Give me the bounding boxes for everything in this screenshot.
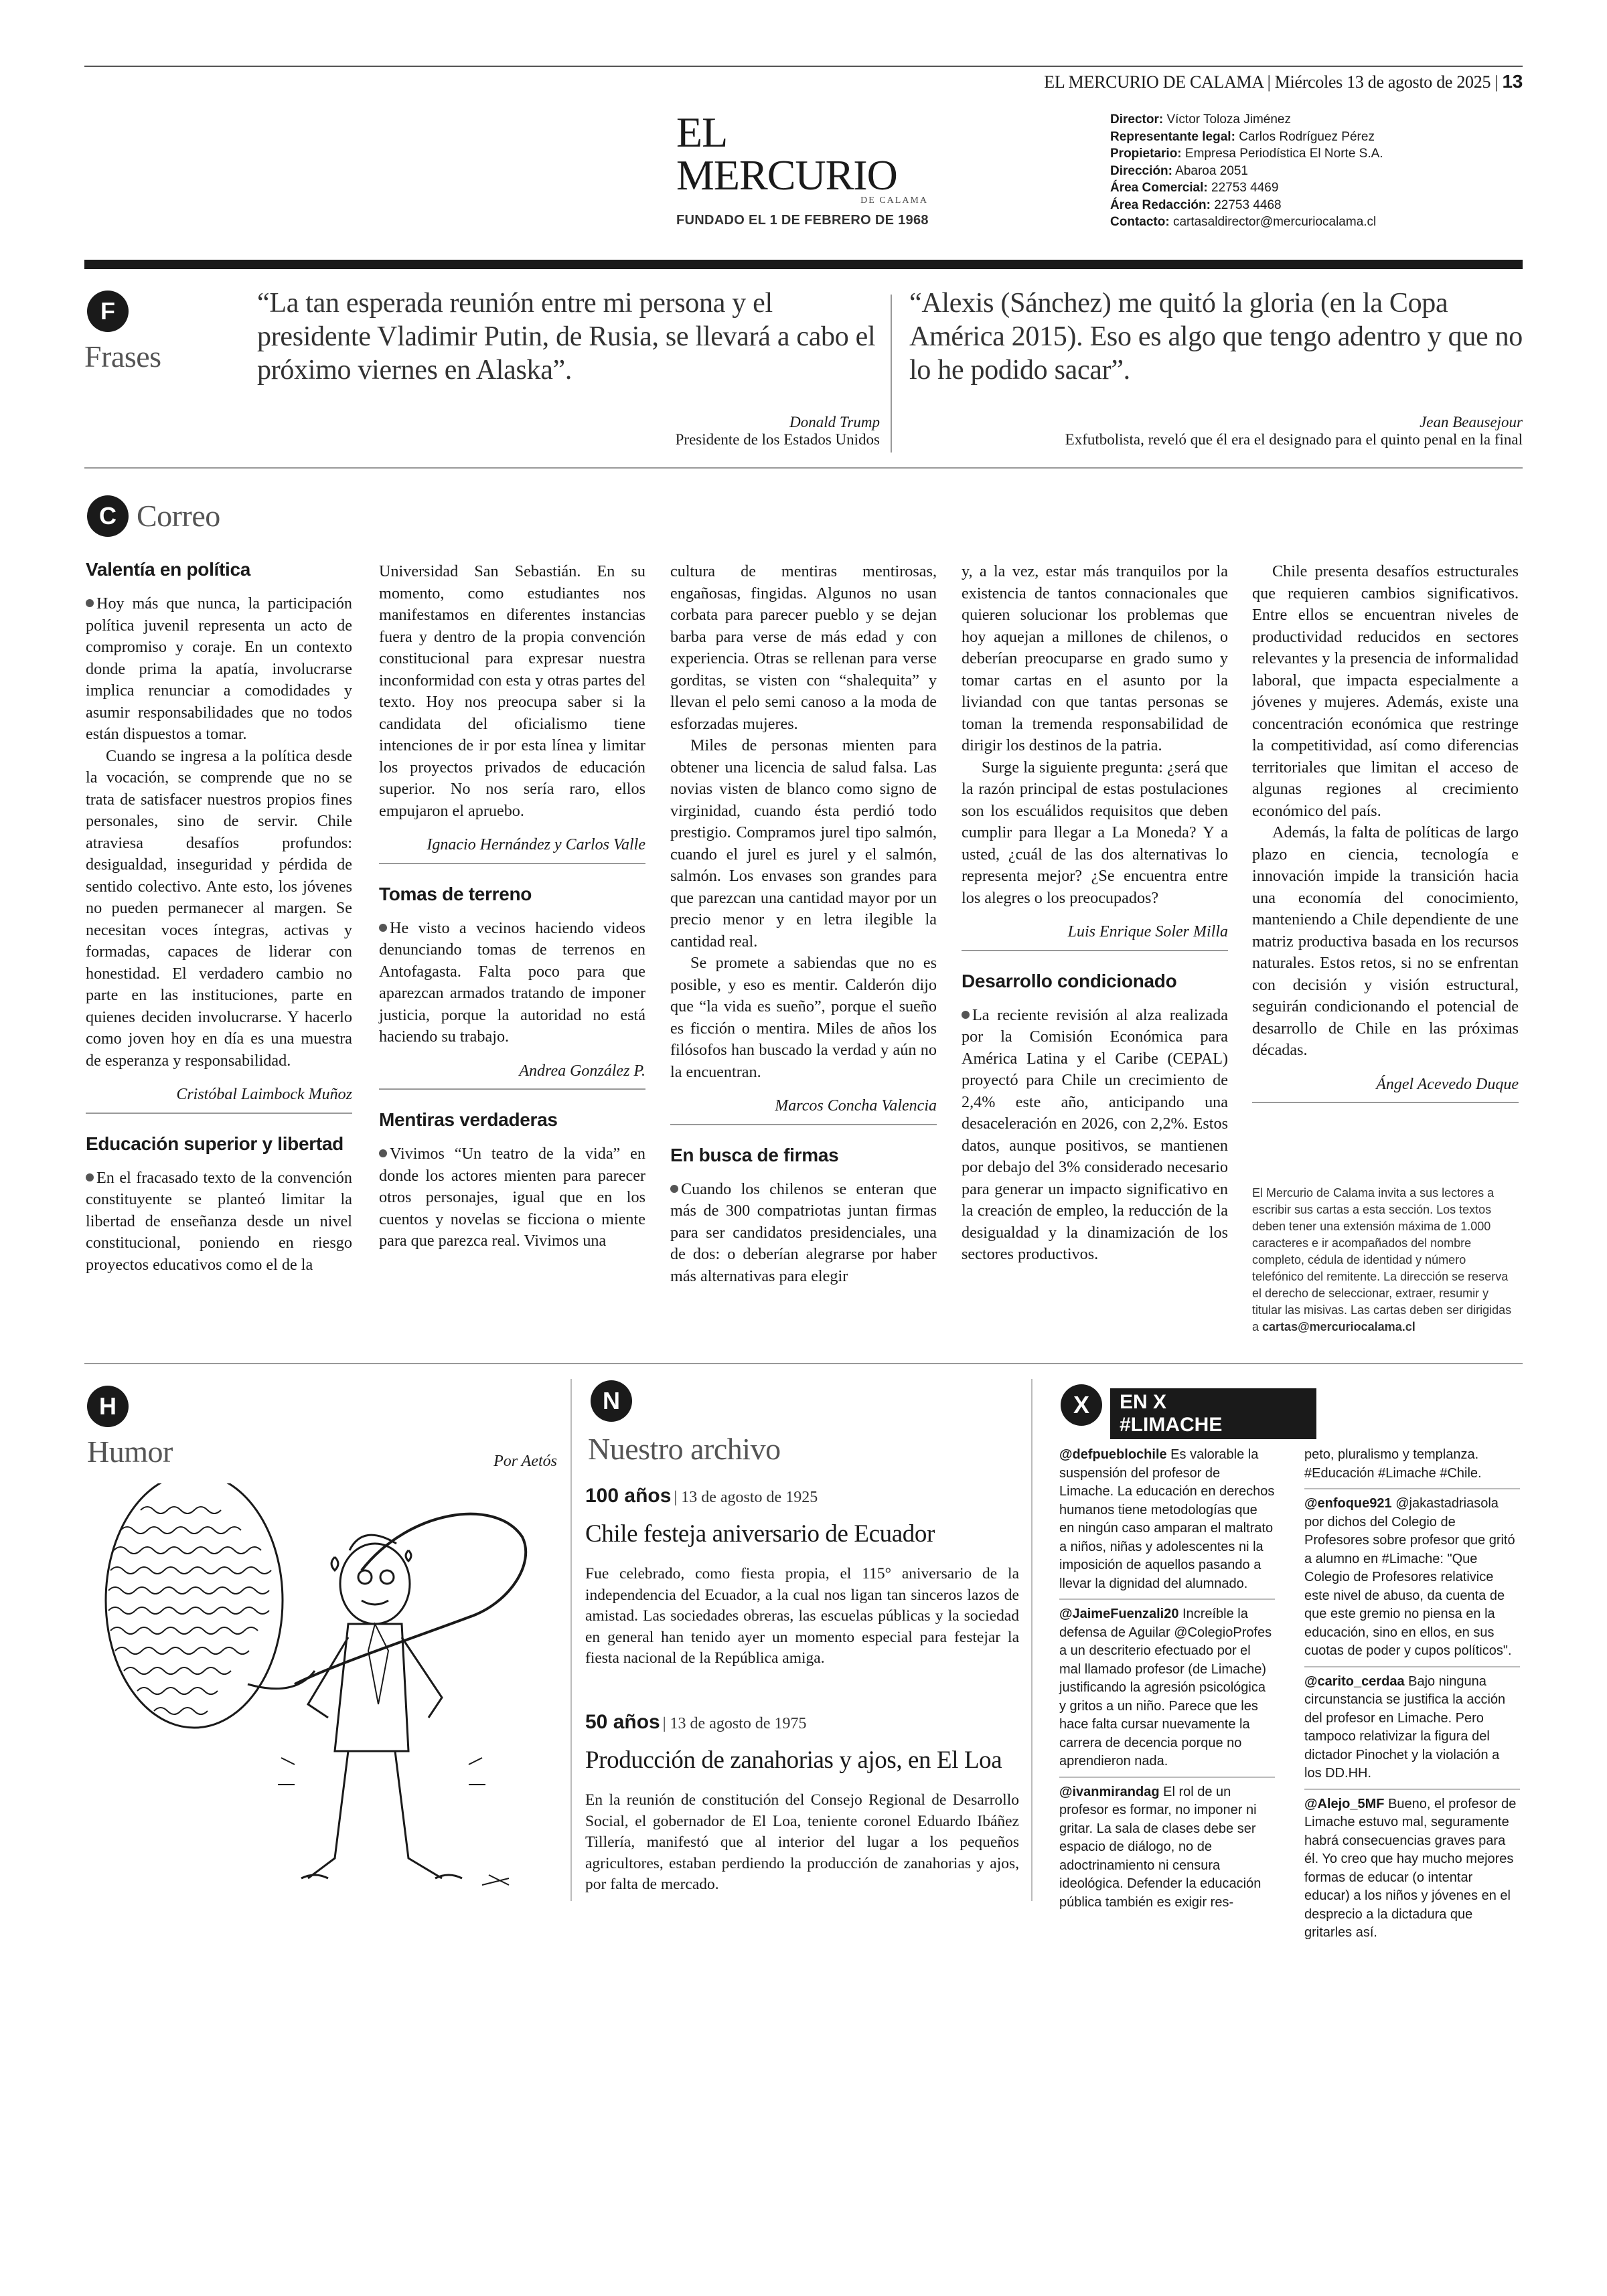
enx-title: [1110, 1388, 1316, 1439]
humor-byline: Por Aetós: [493, 1453, 557, 1470]
section-rule: [84, 1363, 1523, 1364]
tweet-handle[interactable]: @Alejo_5MF: [1304, 1796, 1385, 1811]
article-paragraph: Miles de personas mienten para obtener una licencia de salud falsa. Las novias visten de blanco como signo de virginidad, cuando ésta perdió todo prestigio. Compramos jurel tipo salmón, cuando el jurel es jurel y el salmón, salmón. Los envases son grandes para que parezcan una cantidad mayor por un precio menor y en letra ilegible la cantidad real.: [670, 736, 937, 951]
archivo-item-1: [585, 1485, 1019, 1669]
tweet: [1304, 1795, 1520, 1948]
tweet-text: Increíble la defensa de Aguilar @ColegioProfes a un descriterio efectuado por el mal llamado profesor (de Limache) justificando la agresión psicológica y gritos a un niño. Parece que les hace falta cursar nuevamente la carrera de decencia porque no aprendieron nada.: [1059, 1607, 1272, 1769]
paragraph-text: La reciente revisión al alza realizada por la Comisión Económica para América Latina y el Caribe (CEPAL) proyectó para Chile un crecimiento de 2,4% este año, anticipando una desaceleración en 2026, con 2,2%. Estos datos, aunque positivos, se mantienen por debajo del 3% considerado necesario para generar un impacto significativo en la creación de empleo, la reducción de la desigualdad y la dinamización de los sectores productivos.: [962, 1005, 1228, 1263]
quote-author: Donald Trump: [789, 414, 880, 430]
tweet: [1059, 1605, 1275, 1778]
staff-row: [1110, 197, 1512, 214]
tweet-text: peto, pluralismo y templanza. #Educación #Limache #Chile.: [1304, 1447, 1482, 1481]
quote-role: Presidente de los Estados Unidos: [675, 431, 880, 448]
staff-row: [1110, 111, 1512, 129]
bullet-icon: [962, 1011, 970, 1019]
staff-value: Víctor Toloza Jiménez: [1166, 112, 1291, 127]
signature-rule: [86, 1113, 352, 1114]
article-paragraph: [379, 918, 645, 1048]
page-number: 13: [1502, 71, 1523, 92]
tweet-text: Bueno, el profesor de Limache estuvo mal, seguramente habrá consecuencias graves para él. Yo creo que hay mucho mejores formas de educar (o intentar educar) a los niños y jóvenes en el desprecio a la dictadura que gritarles así.: [1304, 1796, 1517, 1940]
article-signature: Cristóbal Laimbock Muñoz: [176, 1086, 352, 1103]
staff-label: Representante legal:: [1110, 129, 1235, 144]
paragraph-text: Vivimos “Un teatro de la vida” en donde los actores mienten para parecer otros personajes, igual que en los cuentos y novelas se ficciona o miente para que parezca real. Vivimos una: [379, 1145, 645, 1250]
staff-row: [1110, 129, 1512, 146]
article-paragraph: y, a la vez, estar más tranquilos por la existencia de tantos connacionales que quieren solucionar los problemas que hoy aquejan a millones de chilenos, o deberían preocuparse en grado sumo y tomar cartas en el asunto por la liviandad con que tantas personas se toman la tremenda responsabilidad de dirigir los destinos de la patria.: [962, 562, 1228, 754]
correo-title: Correo: [137, 499, 220, 533]
tweets-column-2: [1304, 1446, 1520, 1953]
tweet-text: @jakastadriasola por dichos del Colegio de Profesores sobre profesor que gritó a alumno en #Limache: "Que Colegio de Profesores relativice este nivel de abuso, da cuenta de que este gremio no piensa en la educación, sino en ellos, en sus cuotas de poder y cupos políticos".: [1304, 1496, 1515, 1658]
correo-column-5: [1252, 561, 1519, 1122]
signature-rule: [962, 950, 1228, 951]
folio: [1044, 71, 1523, 92]
staff-label: Área Comercial:: [1110, 181, 1208, 195]
newspaper-logo-sub: DE CALAMA: [860, 195, 928, 206]
thick-rule: [84, 260, 1523, 269]
notice-email[interactable]: cartas@mercuriocalama.cl: [1262, 1320, 1415, 1333]
cartoon-illustration: [94, 1483, 562, 1912]
tweet: [1304, 1446, 1520, 1489]
article-paragraph: [86, 593, 352, 746]
humor-title: Humor: [87, 1434, 173, 1469]
tweet-handle[interactable]: @carito_cerdaa: [1304, 1673, 1405, 1689]
article-paragraph: Chile presenta desafíos estructurales que requieren cambios significativos. Entre ellos se encuentran niveles de productividad reducidos en sectores relevantes y la presencia de informalidad laboral, que impacta especialmente a jóvenes y mujeres. Además, existe una concentración económica que restringe la competitividad, así como diferencias territoriales que limitan el acceso de algunas regiones al crecimiento económico del país.: [1252, 562, 1519, 820]
article-paragraph: Cuando se ingresa a la política desde la vocación, se comprende que no se trata de satisfacer nuestros propios fines personales, sino de servir. Chile atraviesa desafíos profundos: desigualdad, inseguridad y pérdida de sentido colectivo. Ante esto, los jóvenes no pueden permanecer al margen. Se necesitan voces íntegras, activas y formadas, capaces de liderar con honestidad. El verdadero cambio no parte en las instituciones, parte en quienes deciden involucrarse. Y hacerlo como joven hoy en día es una muestra de esperanza y responsabilidad.: [86, 746, 352, 1070]
archivo-badge: N: [591, 1380, 632, 1422]
paragraph-text: Hoy más que nunca, la participación política juvenil representa un acto de compromiso y coraje. En un contexto donde prima la apatía, involucrarse implica renunciar a comodidades y asumir responsabilidades que no todos están dispuestos a tomar.: [86, 594, 352, 743]
signature-rule: [379, 1088, 645, 1090]
frases-divider: [891, 295, 892, 453]
contact-email[interactable]: cartasaldirector@mercuriocalama.cl: [1172, 215, 1377, 229]
bullet-icon: [379, 1149, 387, 1157]
article-title: Desarrollo condicionado: [962, 970, 1177, 991]
bullet-icon: [86, 1173, 94, 1181]
signature-rule: [670, 1124, 937, 1125]
article-paragraph: [670, 1179, 937, 1288]
tweet: [1059, 1783, 1275, 1918]
notice-text: El Mercurio de Calama invita a sus lectores a escribir sus cartas a esta sección. Los textos deben tener una extensión máxima de 1.000 caracteres e ir acompañados del nombre completo, cédula de identidad y número telefónico del remitente. La dirección se reserva el derecho de seleccionar, extraer, resumir y titular las misivas. Las cartas deben ser dirigidas a: [1252, 1186, 1512, 1333]
paragraph-text: En el fracasado texto de la convención constituyente se planteó limitar la libertad de enseñanza desde un nivel constitucional, poniendo en riesgo proyectos educativos como el de la: [86, 1168, 352, 1274]
staff-label: Director:: [1110, 112, 1164, 127]
correo-column-2: [379, 561, 645, 1252]
tweet-text: El rol de un profesor es formar, no imponer ni gritar. La sala de clases debe ser espacio de diálogo, no de adoctrinamiento ni censura ideológica. Defender la educación pública también es exigir res-: [1059, 1784, 1261, 1910]
article-title: En busca de firmas: [670, 1144, 839, 1165]
tweets-column-1: [1059, 1446, 1275, 1922]
tweet-handle[interactable]: @defpueblochile: [1059, 1447, 1167, 1462]
article-paragraph: Además, la falta de políticas de largo plazo en ciencia, tecnología e innovación impide la transición hacia una economía del conocimiento, manteniendo a Chile dependiente de une matriz productiva basada en los recursos naturales. Estos retos, si no se enfrentan con decisión y visión estructural, seguirán condicionando el potencial de desarrollo de Chile en las próximas décadas.: [1252, 823, 1519, 1059]
staff-label: Contacto:: [1110, 215, 1170, 229]
tweet: [1304, 1673, 1520, 1790]
tweet-handle[interactable]: @enfoque921: [1304, 1496, 1392, 1511]
article-title: Tomas de terreno: [379, 883, 532, 904]
staff-box: [1110, 111, 1512, 231]
archive-headline: Producción de zanahorias y ajos, en El Loa: [585, 1746, 1002, 1774]
frases-title: Frases: [84, 339, 161, 374]
quote-author: Jean Beausejour: [1420, 414, 1523, 430]
newspaper-logo: EL MERCURIO: [676, 108, 897, 199]
bullet-icon: [670, 1185, 678, 1193]
article-paragraph: [86, 1167, 352, 1277]
article-signature: Ángel Acevedo Duque: [1376, 1075, 1519, 1093]
correo-column-3: [670, 561, 937, 1287]
enx-hashtag: #LIMACHE: [1120, 1414, 1223, 1436]
article-paragraph: Se promete a sabiendas que no es posible, y eso es mentir. Calderón dijo que “la vida es sueño”, porque el sueño es ficción o mentira. Miles de años los filósofos han buscado la verdad y aún no la encuentran.: [670, 954, 937, 1081]
staff-label: Propietario:: [1110, 147, 1182, 161]
correo-badge: C: [87, 495, 129, 537]
archivo-item-2: [585, 1711, 1019, 1896]
article-paragraph: [962, 1005, 1228, 1266]
article-paragraph: cultura de mentiras mentirosas, engañosas, fingidas. Algunos no usan corbata para parecer pueblo y se dejan barba para verse de más edad y con experiencia. Otras se rellenan para verse gorditas, se visten con “shalequita” y llevan el pelo semi canoso a la moda de esforzadas mujeres.: [670, 562, 937, 733]
article-signature: Andrea González P.: [519, 1062, 645, 1080]
founded-line: FUNDADO EL 1 DE FEBRERO DE 1968: [676, 213, 929, 228]
signature-rule: [379, 863, 645, 864]
frases-rule: [84, 467, 1523, 469]
staff-row: [1110, 145, 1512, 163]
staff-value: Carlos Rodríguez Pérez: [1239, 129, 1375, 144]
humor-divider: [570, 1379, 572, 1901]
tweet-text: Es valorable la suspensión del profesor de Limache. La educación en derechos humanos tiene metodologías que en ningún caso amparan el maltrato a niños, niñas y adolescentes ni la imposición de aquellos pasando a llevar la dignidad del alumnado.: [1059, 1447, 1275, 1591]
article-signature: Marcos Concha Valencia: [775, 1097, 937, 1115]
tweet-handle[interactable]: @JaimeFuenzali20: [1059, 1607, 1179, 1621]
archivo-divider: [1031, 1379, 1032, 1901]
quote-text: “Alexis (Sánchez) me quitó la gloria (en la Copa América 2015). Eso es algo que tengo adentro y que no lo he podido sacar”.: [909, 288, 1523, 386]
enx-badge: X: [1061, 1384, 1102, 1426]
signature-rule: [1252, 1102, 1519, 1103]
paragraph-text: Cuando los chilenos se enteran que más de 300 compatriotas juntan firmas para ser candidatos presidenciales, una de dos: o deberían alegrarse por haber más alternativas para elegir: [670, 1179, 937, 1285]
letters-notice: [1252, 1185, 1519, 1335]
staff-label: Dirección:: [1110, 163, 1172, 178]
cartoon-drawing: [94, 1483, 562, 1912]
quote-block-2: [909, 286, 1523, 448]
quote-role: Exfutbolista, reveló que él era el designado para el quinto penal en la final: [1065, 431, 1523, 448]
correo-column-4: [962, 561, 1228, 1266]
article-signature: Luis Enrique Soler Milla: [1067, 923, 1228, 940]
article-paragraph: Universidad San Sebastián. En su momento, como estudiantes nos manifestamos en diferentes instancias fuera y dentro de la propia convención constitucional para expresar nuestra inconformidad con esta y otras partes del texto. Hoy nos preocupa saber si la candidata del oficialismo tiene intenciones de ir por esta línea y limitar los proyectos privados de educación superior. No nos sería raro, ellos empujaron el apruebo.: [379, 562, 645, 820]
archive-body: Fue celebrado, como fiesta propia, el 115° aniversario de la independencia del Ecuador, a la cual nos ligan tan sinceros lazos de amistad. Las sociedades obreras, las escuelas públicas y la sociedad en general han tenido ayer un momento especial para festejar la fiesta nacional de la República amiga.: [585, 1565, 1019, 1667]
quote-text: “La tan esperada reunión entre mi persona y el presidente Vladimir Putin, de Rusia, se llevará a cabo el próximo viernes en Alaska”.: [257, 288, 876, 386]
article-paragraph: Surge la siguiente pregunta: ¿será que la razón principal de estas postulaciones son los escuálidos requisitos que deben cumplir para llegar a La Moneda? Y a usted, ¿cuál de las dos alternativas lo representa mejor? ¿Se encuentra entre los alegres o los preocupados?: [962, 758, 1228, 907]
quote-block-1: [257, 286, 880, 448]
article-paragraph: [379, 1143, 645, 1252]
staff-row: [1110, 163, 1512, 180]
enx-title-line-1: EN X: [1120, 1391, 1167, 1413]
tweet: [1059, 1446, 1275, 1600]
article-title: Valentía en política: [86, 559, 251, 580]
tweet-handle[interactable]: @ivanmirandag: [1059, 1784, 1160, 1799]
staff-value: Empresa Periodística El Norte S.A.: [1184, 147, 1383, 161]
archive-date: | 13 de agosto de 1925: [674, 1489, 818, 1506]
tweet: [1304, 1495, 1520, 1667]
archive-date: | 13 de agosto de 1975: [662, 1715, 807, 1732]
bullet-icon: [86, 599, 94, 607]
tweet-text: Bajo ninguna circunstancia se justifica la acción del profesor en Limache. Pero tampoco relativizar la figura del dictador Pinochet y la violación a los DD.HH.: [1304, 1673, 1506, 1781]
staff-value: 22753 4469: [1211, 181, 1279, 195]
archivo-title: Nuestro archivo: [588, 1432, 781, 1466]
top-rule: [84, 66, 1523, 67]
folio-text: EL MERCURIO DE CALAMA | Miércoles 13 de agosto de 2025 |: [1044, 72, 1499, 92]
correo-column-1: [86, 558, 352, 1276]
archive-years: 50 años: [585, 1711, 660, 1733]
paragraph-text: He visto a vecinos haciendo videos denunciando tomas de terrenos en Antofagasta. Falta poco para que aparezcan armados tratando de imponer justicia, porque la autoridad no está haciendo su trabajo.: [379, 918, 645, 1046]
article-title: Educación superior y libertad: [86, 1133, 343, 1154]
bullet-icon: [379, 924, 387, 932]
archive-years: 100 años: [585, 1485, 672, 1507]
article-title: Mentiras verdaderas: [379, 1109, 558, 1130]
staff-value: Abaroa 2051: [1175, 163, 1248, 178]
staff-row: [1110, 214, 1512, 231]
archive-body: En la reunión de constitución del Consejo Regional de Desarrollo Social, el gobernador de El Loa, teniente coronel Eduardo Ibáñez Tillería, manifestó que al interior del lugar a los pequeños agricultores, estaban perdiendo la producción de zanahorias y ajos, por falta de mercado.: [585, 1791, 1019, 1893]
staff-row: [1110, 179, 1512, 197]
staff-label: Área Redacción:: [1110, 197, 1211, 212]
staff-value: 22753 4468: [1214, 197, 1282, 212]
frases-badge: F: [87, 291, 129, 332]
masthead: [676, 108, 931, 228]
humor-badge: H: [87, 1386, 129, 1427]
archive-headline: Chile festeja aniversario de Ecuador: [585, 1520, 935, 1548]
article-signature: Ignacio Hernández y Carlos Valle: [427, 836, 645, 853]
